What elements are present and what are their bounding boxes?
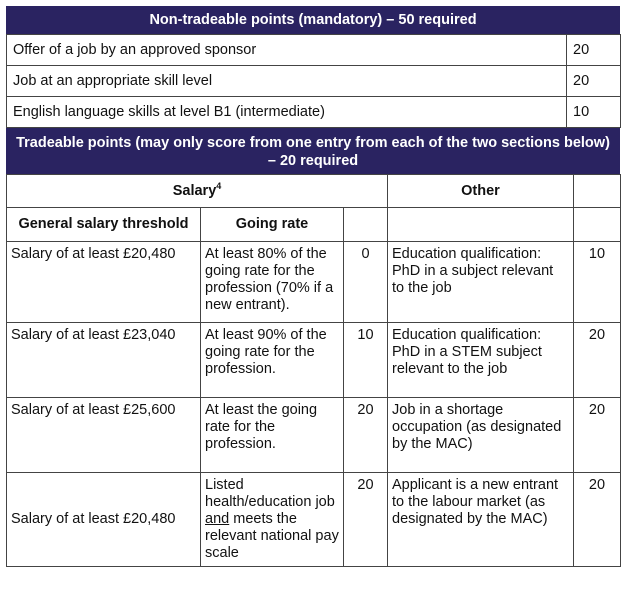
other-heading: Other	[388, 175, 574, 208]
footnote-marker: 4	[216, 180, 222, 191]
salary-heading: Salary$^4$	[7, 175, 388, 208]
table-row	[7, 35, 621, 66]
mandatory-header: Non-tradeable points (mandatory) – 50 required	[6, 6, 620, 34]
threshold-cell: Salary of at least £20,480	[7, 473, 201, 567]
table-row	[7, 398, 621, 473]
table-row	[7, 473, 621, 567]
other-points-cell: 20	[574, 323, 621, 398]
other-points-cell: 20	[574, 398, 621, 473]
other-cell: Education qualification: PhD in a STEM subject relevant to the job	[388, 323, 574, 398]
empty-cell	[574, 175, 621, 208]
other-cell: Education qualification: PhD in a subject relevant to the job	[388, 242, 574, 323]
going-rate-cell: At least 80% of the going rate for the profession (70% if a new entrant).	[201, 242, 344, 323]
other-points-cell: 10	[574, 242, 621, 323]
threshold-cell: Salary of at least £23,040	[7, 323, 201, 398]
points-value: 20	[567, 35, 621, 66]
tradeable-table	[6, 174, 621, 567]
table-row	[7, 66, 621, 97]
column-heading-row	[7, 208, 621, 242]
going-rate-text: meets the relevant national pay scale	[205, 511, 339, 561]
general-threshold-heading: General salary threshold	[7, 208, 201, 242]
section-heading-row	[7, 175, 621, 208]
going-rate-cell	[201, 473, 344, 567]
empty-cell	[574, 208, 621, 242]
criterion-label: Offer of a job by an approved sponsor	[7, 35, 567, 66]
other-points-cell: 20	[574, 473, 621, 567]
going-points-cell: 20	[344, 398, 388, 473]
points-value: 20	[567, 66, 621, 97]
going-points-cell: 10	[344, 323, 388, 398]
mandatory-table	[6, 34, 621, 128]
criterion-label: English language skills at level B1 (intermediate)	[7, 97, 567, 128]
table-row	[7, 323, 621, 398]
going-rate-cell: At least 90% of the going rate for the profession.	[201, 323, 344, 398]
points-table	[6, 6, 620, 567]
other-cell: Job in a shortage occupation (as designated by the MAC)	[388, 398, 574, 473]
other-cell: Applicant is a new entrant to the labour market (as designated by the MAC)	[388, 473, 574, 567]
going-rate-and: and	[205, 511, 230, 527]
empty-cell	[388, 208, 574, 242]
going-rate-cell: At least the going rate for the profession.	[201, 398, 344, 473]
going-points-cell: 0	[344, 242, 388, 323]
empty-cell	[344, 208, 388, 242]
going-points-cell: 20	[344, 473, 388, 567]
going-rate-text: Listed health/education job	[205, 477, 335, 510]
points-value: 10	[567, 97, 621, 128]
threshold-cell: Salary of at least £25,600	[7, 398, 201, 473]
threshold-cell: Salary of at least £20,480	[7, 242, 201, 323]
table-row	[7, 242, 621, 323]
criterion-label: Job at an appropriate skill level	[7, 66, 567, 97]
table-row	[7, 97, 621, 128]
tradeable-header: Tradeable points (may only score from one entry from each of the two sections below) – 20 required	[6, 128, 620, 174]
going-rate-heading: Going rate	[201, 208, 344, 242]
